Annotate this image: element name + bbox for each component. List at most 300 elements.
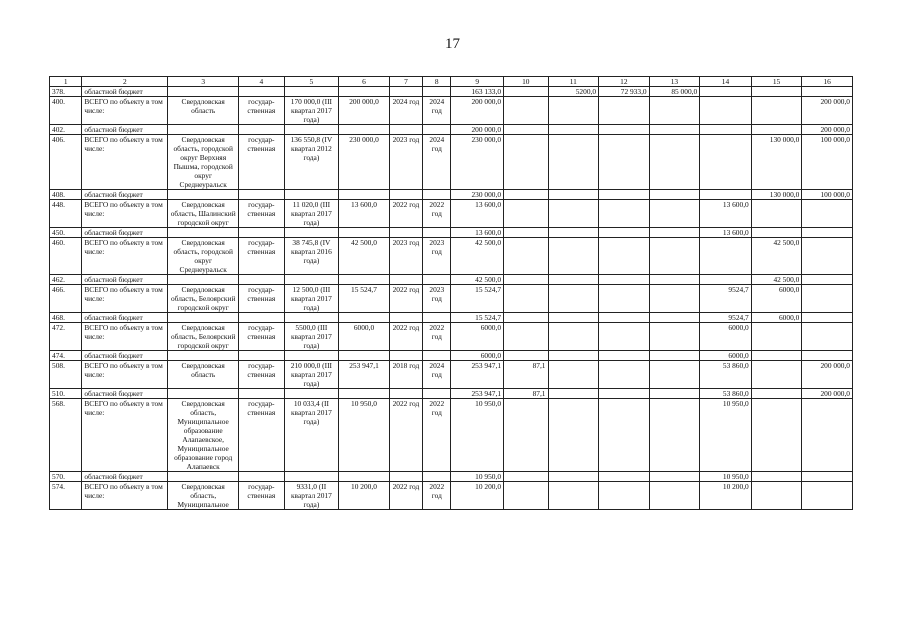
table-cell: [504, 87, 548, 97]
table-cell: 2024 год: [423, 361, 451, 389]
table-cell: [802, 285, 853, 313]
table-cell: [548, 313, 599, 323]
table-cell: областной бюджет: [82, 275, 168, 285]
budget-subtotal-row: [50, 472, 853, 482]
table-cell: 13 600,0: [700, 228, 752, 238]
table-cell: [548, 200, 599, 228]
table-cell: 2022 год: [389, 323, 422, 351]
table-cell: [802, 313, 853, 323]
table-cell: [168, 190, 239, 200]
table-cell: [700, 190, 752, 200]
table-cell: ВСЕГО по объекту в том числе:: [82, 323, 168, 351]
table-cell: [284, 389, 339, 399]
table-cell: 2022 год: [423, 323, 451, 351]
table-cell: ВСЕГО по объекту в том числе:: [82, 399, 168, 472]
table-cell: [599, 200, 650, 228]
table-cell: [599, 238, 650, 275]
table-cell: [599, 399, 650, 472]
table-cell: 468.: [50, 313, 82, 323]
table-cell: [700, 87, 752, 97]
table-cell: областной бюджет: [82, 389, 168, 399]
table-cell: 42 500,0: [451, 275, 504, 285]
table-cell: государ-ственная: [239, 200, 285, 228]
table-cell: 5200,0: [548, 87, 599, 97]
table-cell: 13 600,0: [451, 228, 504, 238]
object-total-row: [50, 200, 853, 228]
table-cell: [284, 125, 339, 135]
table-cell: [599, 351, 650, 361]
table-cell: [548, 228, 599, 238]
budget-subtotal-row: [50, 389, 853, 399]
table-cell: [504, 399, 548, 472]
table-cell: [548, 275, 599, 285]
table-cell: 450.: [50, 228, 82, 238]
table-cell: [599, 97, 650, 125]
table-cell: [239, 125, 285, 135]
table-cell: 253 947,1: [339, 361, 390, 389]
table-cell: [389, 313, 422, 323]
table-cell: 2022 год: [423, 200, 451, 228]
table-cell: [649, 482, 700, 510]
object-total-row: [50, 399, 853, 472]
table-cell: 2023 год: [389, 135, 422, 190]
table-cell: Свердловская область, городской округ Среднеуральск: [168, 238, 239, 275]
table-cell: [423, 87, 451, 97]
table-cell: 100 000,0: [802, 190, 853, 200]
table-cell: государ-ственная: [239, 97, 285, 125]
table-cell: государ-ственная: [239, 361, 285, 389]
table-cell: [548, 399, 599, 472]
table-cell: [239, 351, 285, 361]
table-cell: 53 860,0: [700, 361, 752, 389]
table-cell: [802, 472, 853, 482]
table-cell: 510.: [50, 389, 82, 399]
table-cell: Свердловская область, Муниципальное образование Алапаевское, Муниципальное образование город Алапаевск: [168, 399, 239, 472]
table-cell: 402.: [50, 125, 82, 135]
table-cell: [802, 482, 853, 510]
table-cell: 72 933,0: [599, 87, 650, 97]
table-cell: [504, 482, 548, 510]
table-cell: [239, 87, 285, 97]
table-cell: 6000,0: [700, 351, 752, 361]
table-cell: [168, 125, 239, 135]
table-cell: [239, 228, 285, 238]
column-number-header: 16: [802, 77, 853, 87]
table-cell: Свердловская область, Белоярский городской округ: [168, 285, 239, 313]
table-cell: государ-ственная: [239, 399, 285, 472]
budget-subtotal-row: [50, 87, 853, 97]
table-cell: 15 524,7: [451, 285, 504, 313]
table-cell: [423, 313, 451, 323]
table-cell: [802, 200, 853, 228]
table-cell: 2022 год: [389, 200, 422, 228]
table-cell: [802, 275, 853, 285]
table-cell: [751, 361, 802, 389]
table-cell: ВСЕГО по объекту в том числе:: [82, 361, 168, 389]
table-cell: 10 950,0: [339, 399, 390, 472]
table-body: [50, 87, 853, 510]
column-number-header: 5: [284, 77, 339, 87]
table-cell: [168, 472, 239, 482]
table-cell: 87,1: [504, 389, 548, 399]
table-cell: [168, 313, 239, 323]
table-cell: 15 524,7: [451, 313, 504, 323]
table-cell: 53 860,0: [700, 389, 752, 399]
table-cell: [389, 275, 422, 285]
table-cell: 2022 год: [423, 399, 451, 472]
table-cell: [751, 125, 802, 135]
table-cell: 230 000,0: [339, 135, 390, 190]
table-cell: [700, 97, 752, 125]
table-cell: [504, 238, 548, 275]
table-cell: [284, 472, 339, 482]
table-cell: [548, 323, 599, 351]
table-cell: [802, 399, 853, 472]
table-cell: [751, 228, 802, 238]
table-cell: [339, 228, 390, 238]
table-cell: [284, 190, 339, 200]
column-number-header: 13: [649, 77, 700, 87]
table-cell: 466.: [50, 285, 82, 313]
table-cell: [649, 313, 700, 323]
table-cell: [649, 389, 700, 399]
table-cell: [649, 472, 700, 482]
table-cell: 200 000,0: [451, 97, 504, 125]
table-cell: [239, 472, 285, 482]
table-cell: [284, 313, 339, 323]
table-cell: [649, 399, 700, 472]
table-cell: областной бюджет: [82, 125, 168, 135]
table-cell: ВСЕГО по объекту в том числе:: [82, 97, 168, 125]
table-cell: [423, 351, 451, 361]
budget-subtotal-row: [50, 190, 853, 200]
table-cell: 200 000,0: [802, 125, 853, 135]
table-cell: [548, 389, 599, 399]
table-cell: [751, 472, 802, 482]
page-number: 17: [445, 36, 460, 52]
table-cell: [339, 313, 390, 323]
table-cell: [649, 285, 700, 313]
table-cell: 13 600,0: [700, 200, 752, 228]
column-number-header: 11: [548, 77, 599, 87]
object-total-row: [50, 323, 853, 351]
table-cell: областной бюджет: [82, 351, 168, 361]
table-cell: 200 000,0: [802, 361, 853, 389]
table-cell: [168, 87, 239, 97]
table-cell: 2018 год: [389, 361, 422, 389]
table-cell: 472.: [50, 323, 82, 351]
table-cell: [504, 351, 548, 361]
table-cell: ВСЕГО по объекту в том числе:: [82, 285, 168, 313]
table-cell: 6000,0: [451, 351, 504, 361]
table-cell: государ-ственная: [239, 135, 285, 190]
table-cell: [239, 275, 285, 285]
table-cell: [504, 275, 548, 285]
table-cell: [284, 351, 339, 361]
table-cell: 10 950,0: [451, 399, 504, 472]
table-cell: [751, 87, 802, 97]
table-cell: 42 500,0: [339, 238, 390, 275]
table-cell: [504, 472, 548, 482]
table-cell: [751, 323, 802, 351]
table-cell: 6000,0: [751, 285, 802, 313]
table-cell: ВСЕГО по объекту в том числе:: [82, 482, 168, 510]
column-number-header: 15: [751, 77, 802, 87]
table-cell: 400.: [50, 97, 82, 125]
table-cell: [389, 472, 422, 482]
table-cell: [423, 190, 451, 200]
table-cell: государ-ственная: [239, 482, 285, 510]
table-cell: 462.: [50, 275, 82, 285]
table-cell: 85 000,0: [649, 87, 700, 97]
table-cell: 2023 год: [423, 285, 451, 313]
table-cell: областной бюджет: [82, 190, 168, 200]
table-cell: 200 000,0: [451, 125, 504, 135]
table-cell: [168, 351, 239, 361]
table-cell: 2024 год: [423, 135, 451, 190]
table-cell: 42 500,0: [751, 275, 802, 285]
table-cell: 136 550,8 (IV квартал 2012 года): [284, 135, 339, 190]
table-cell: [168, 275, 239, 285]
table-cell: Свердловская область, городской округ Верхняя Пышма, городской округ Среднеуральск: [168, 135, 239, 190]
table-cell: 6000,0: [700, 323, 752, 351]
table-cell: 10 950,0: [700, 399, 752, 472]
object-total-row: [50, 238, 853, 275]
table-cell: областной бюджет: [82, 313, 168, 323]
table-cell: [649, 200, 700, 228]
table-cell: 15 524,7: [339, 285, 390, 313]
table-cell: 5500,0 (III квартал 2017 года): [284, 323, 339, 351]
table-cell: [548, 135, 599, 190]
table-cell: 574.: [50, 482, 82, 510]
table-cell: [599, 323, 650, 351]
table-cell: 6000,0: [451, 323, 504, 351]
table-cell: [239, 313, 285, 323]
table-cell: 2022 год: [389, 399, 422, 472]
table-cell: 13 600,0: [339, 200, 390, 228]
table-cell: [802, 228, 853, 238]
table-cell: 9524,7: [700, 313, 752, 323]
table-cell: [649, 125, 700, 135]
table-cell: [751, 351, 802, 361]
table-cell: государ-ственная: [239, 323, 285, 351]
budget-subtotal-row: [50, 275, 853, 285]
table-cell: 2024 год: [423, 97, 451, 125]
table-cell: ВСЕГО по объекту в том числе:: [82, 200, 168, 228]
table-cell: [700, 125, 752, 135]
table-cell: [649, 351, 700, 361]
table-cell: [389, 228, 422, 238]
table-cell: [548, 285, 599, 313]
column-number-header: 9: [451, 77, 504, 87]
table-cell: Свердловская область: [168, 361, 239, 389]
table-cell: Свердловская область, Муниципальное: [168, 482, 239, 510]
table-cell: [599, 472, 650, 482]
table-cell: [339, 351, 390, 361]
column-number-header: 4: [239, 77, 285, 87]
table-cell: [284, 87, 339, 97]
table-cell: 100 000,0: [802, 135, 853, 190]
column-number-header: 8: [423, 77, 451, 87]
table-cell: [649, 275, 700, 285]
table-cell: [504, 200, 548, 228]
table-cell: областной бюджет: [82, 472, 168, 482]
table-cell: [599, 313, 650, 323]
table-cell: [239, 190, 285, 200]
table-cell: [599, 482, 650, 510]
table-cell: 2023 год: [389, 238, 422, 275]
table-cell: 460.: [50, 238, 82, 275]
table-cell: [599, 135, 650, 190]
table-cell: [802, 238, 853, 275]
table-cell: 2022 год: [389, 285, 422, 313]
table-cell: 12 500,0 (III квартал 2017 года): [284, 285, 339, 313]
table-cell: 2023 год: [423, 238, 451, 275]
table-cell: [802, 351, 853, 361]
table-cell: [423, 275, 451, 285]
table-cell: областной бюджет: [82, 228, 168, 238]
table-cell: 42 500,0: [751, 238, 802, 275]
table-cell: 87,1: [504, 361, 548, 389]
table-cell: 570.: [50, 472, 82, 482]
table-cell: [751, 200, 802, 228]
table-cell: [548, 361, 599, 389]
table-cell: 10 950,0: [451, 472, 504, 482]
table-cell: 163 133,0: [451, 87, 504, 97]
table-cell: [802, 87, 853, 97]
table-cell: [339, 190, 390, 200]
table-cell: [423, 125, 451, 135]
object-total-row: [50, 361, 853, 389]
table-cell: 2022 год: [423, 482, 451, 510]
table-cell: [649, 361, 700, 389]
table-cell: [504, 285, 548, 313]
column-number-header: 7: [389, 77, 422, 87]
table-cell: 406.: [50, 135, 82, 190]
table-cell: 200 000,0: [802, 97, 853, 125]
object-total-row: [50, 97, 853, 125]
table-cell: [504, 97, 548, 125]
budget-table: [49, 76, 853, 510]
table-cell: [599, 389, 650, 399]
table-cell: [339, 275, 390, 285]
table-cell: 210 000,0 (III квартал 2017 года): [284, 361, 339, 389]
table-cell: [423, 389, 451, 399]
budget-subtotal-row: [50, 125, 853, 135]
table-cell: [751, 97, 802, 125]
table-cell: [751, 399, 802, 472]
object-total-row: [50, 135, 853, 190]
table-cell: [700, 275, 752, 285]
table-cell: [599, 285, 650, 313]
table-cell: [168, 389, 239, 399]
budget-subtotal-row: [50, 351, 853, 361]
table-cell: 568.: [50, 399, 82, 472]
table-cell: Свердловская область, Белоярский городской округ: [168, 323, 239, 351]
table-cell: [649, 238, 700, 275]
table-cell: [423, 472, 451, 482]
table-cell: 170 000,0 (III квартал 2017 года): [284, 97, 339, 125]
column-number-header: 10: [504, 77, 548, 87]
column-number-header: 3: [168, 77, 239, 87]
table-cell: 378.: [50, 87, 82, 97]
table-cell: 130 000,0: [751, 190, 802, 200]
table-cell: государ-ственная: [239, 238, 285, 275]
table-cell: 408.: [50, 190, 82, 200]
table-cell: 42 500,0: [451, 238, 504, 275]
table-cell: [700, 135, 752, 190]
table-cell: [599, 275, 650, 285]
table-cell: [389, 87, 422, 97]
table-cell: [700, 238, 752, 275]
table-cell: [389, 389, 422, 399]
table-cell: [239, 389, 285, 399]
table-cell: [751, 389, 802, 399]
table-cell: [649, 190, 700, 200]
table-cell: 474.: [50, 351, 82, 361]
table-cell: 508.: [50, 361, 82, 389]
table-cell: [649, 135, 700, 190]
table-cell: [284, 228, 339, 238]
table-cell: 6000,0: [339, 323, 390, 351]
table-cell: 230 000,0: [451, 190, 504, 200]
table-cell: 448.: [50, 200, 82, 228]
table-cell: [423, 228, 451, 238]
table-cell: Свердловская область, Шалинский городской округ: [168, 200, 239, 228]
column-number-header: 12: [599, 77, 650, 87]
object-total-row: [50, 482, 853, 510]
column-number-header: 14: [700, 77, 752, 87]
table-cell: [599, 190, 650, 200]
table-cell: 38 745,8 (IV квартал 2016 года): [284, 238, 339, 275]
table-cell: 2022 год: [389, 482, 422, 510]
table-cell: [649, 228, 700, 238]
table-cell: 10 200,0: [451, 482, 504, 510]
table-cell: 11 020,0 (III квартал 2017 года): [284, 200, 339, 228]
table-cell: [599, 228, 650, 238]
table-cell: 6000,0: [751, 313, 802, 323]
column-number-header: 2: [82, 77, 168, 87]
table-cell: [548, 472, 599, 482]
table-cell: [548, 238, 599, 275]
object-total-row: [50, 285, 853, 313]
table-cell: 253 947,1: [451, 389, 504, 399]
table-cell: Свердловская область: [168, 97, 239, 125]
table-cell: [504, 125, 548, 135]
table-cell: 10 200,0: [339, 482, 390, 510]
table-cell: 2024 год: [389, 97, 422, 125]
table-cell: [548, 125, 599, 135]
budget-subtotal-row: [50, 313, 853, 323]
table-cell: 9524,7: [700, 285, 752, 313]
table-cell: областной бюджет: [82, 87, 168, 97]
table-cell: 130 000,0: [751, 135, 802, 190]
table-cell: [504, 135, 548, 190]
table-cell: [548, 190, 599, 200]
table-cell: [599, 361, 650, 389]
column-number-header: 1: [50, 77, 82, 87]
table-cell: [339, 125, 390, 135]
table-cell: 200 000,0: [339, 97, 390, 125]
table-cell: [504, 190, 548, 200]
table-cell: [339, 389, 390, 399]
table-cell: [649, 323, 700, 351]
table-cell: [599, 125, 650, 135]
table-cell: 253 947,1: [451, 361, 504, 389]
table-cell: [504, 323, 548, 351]
budget-subtotal-row: [50, 228, 853, 238]
table-cell: [168, 228, 239, 238]
